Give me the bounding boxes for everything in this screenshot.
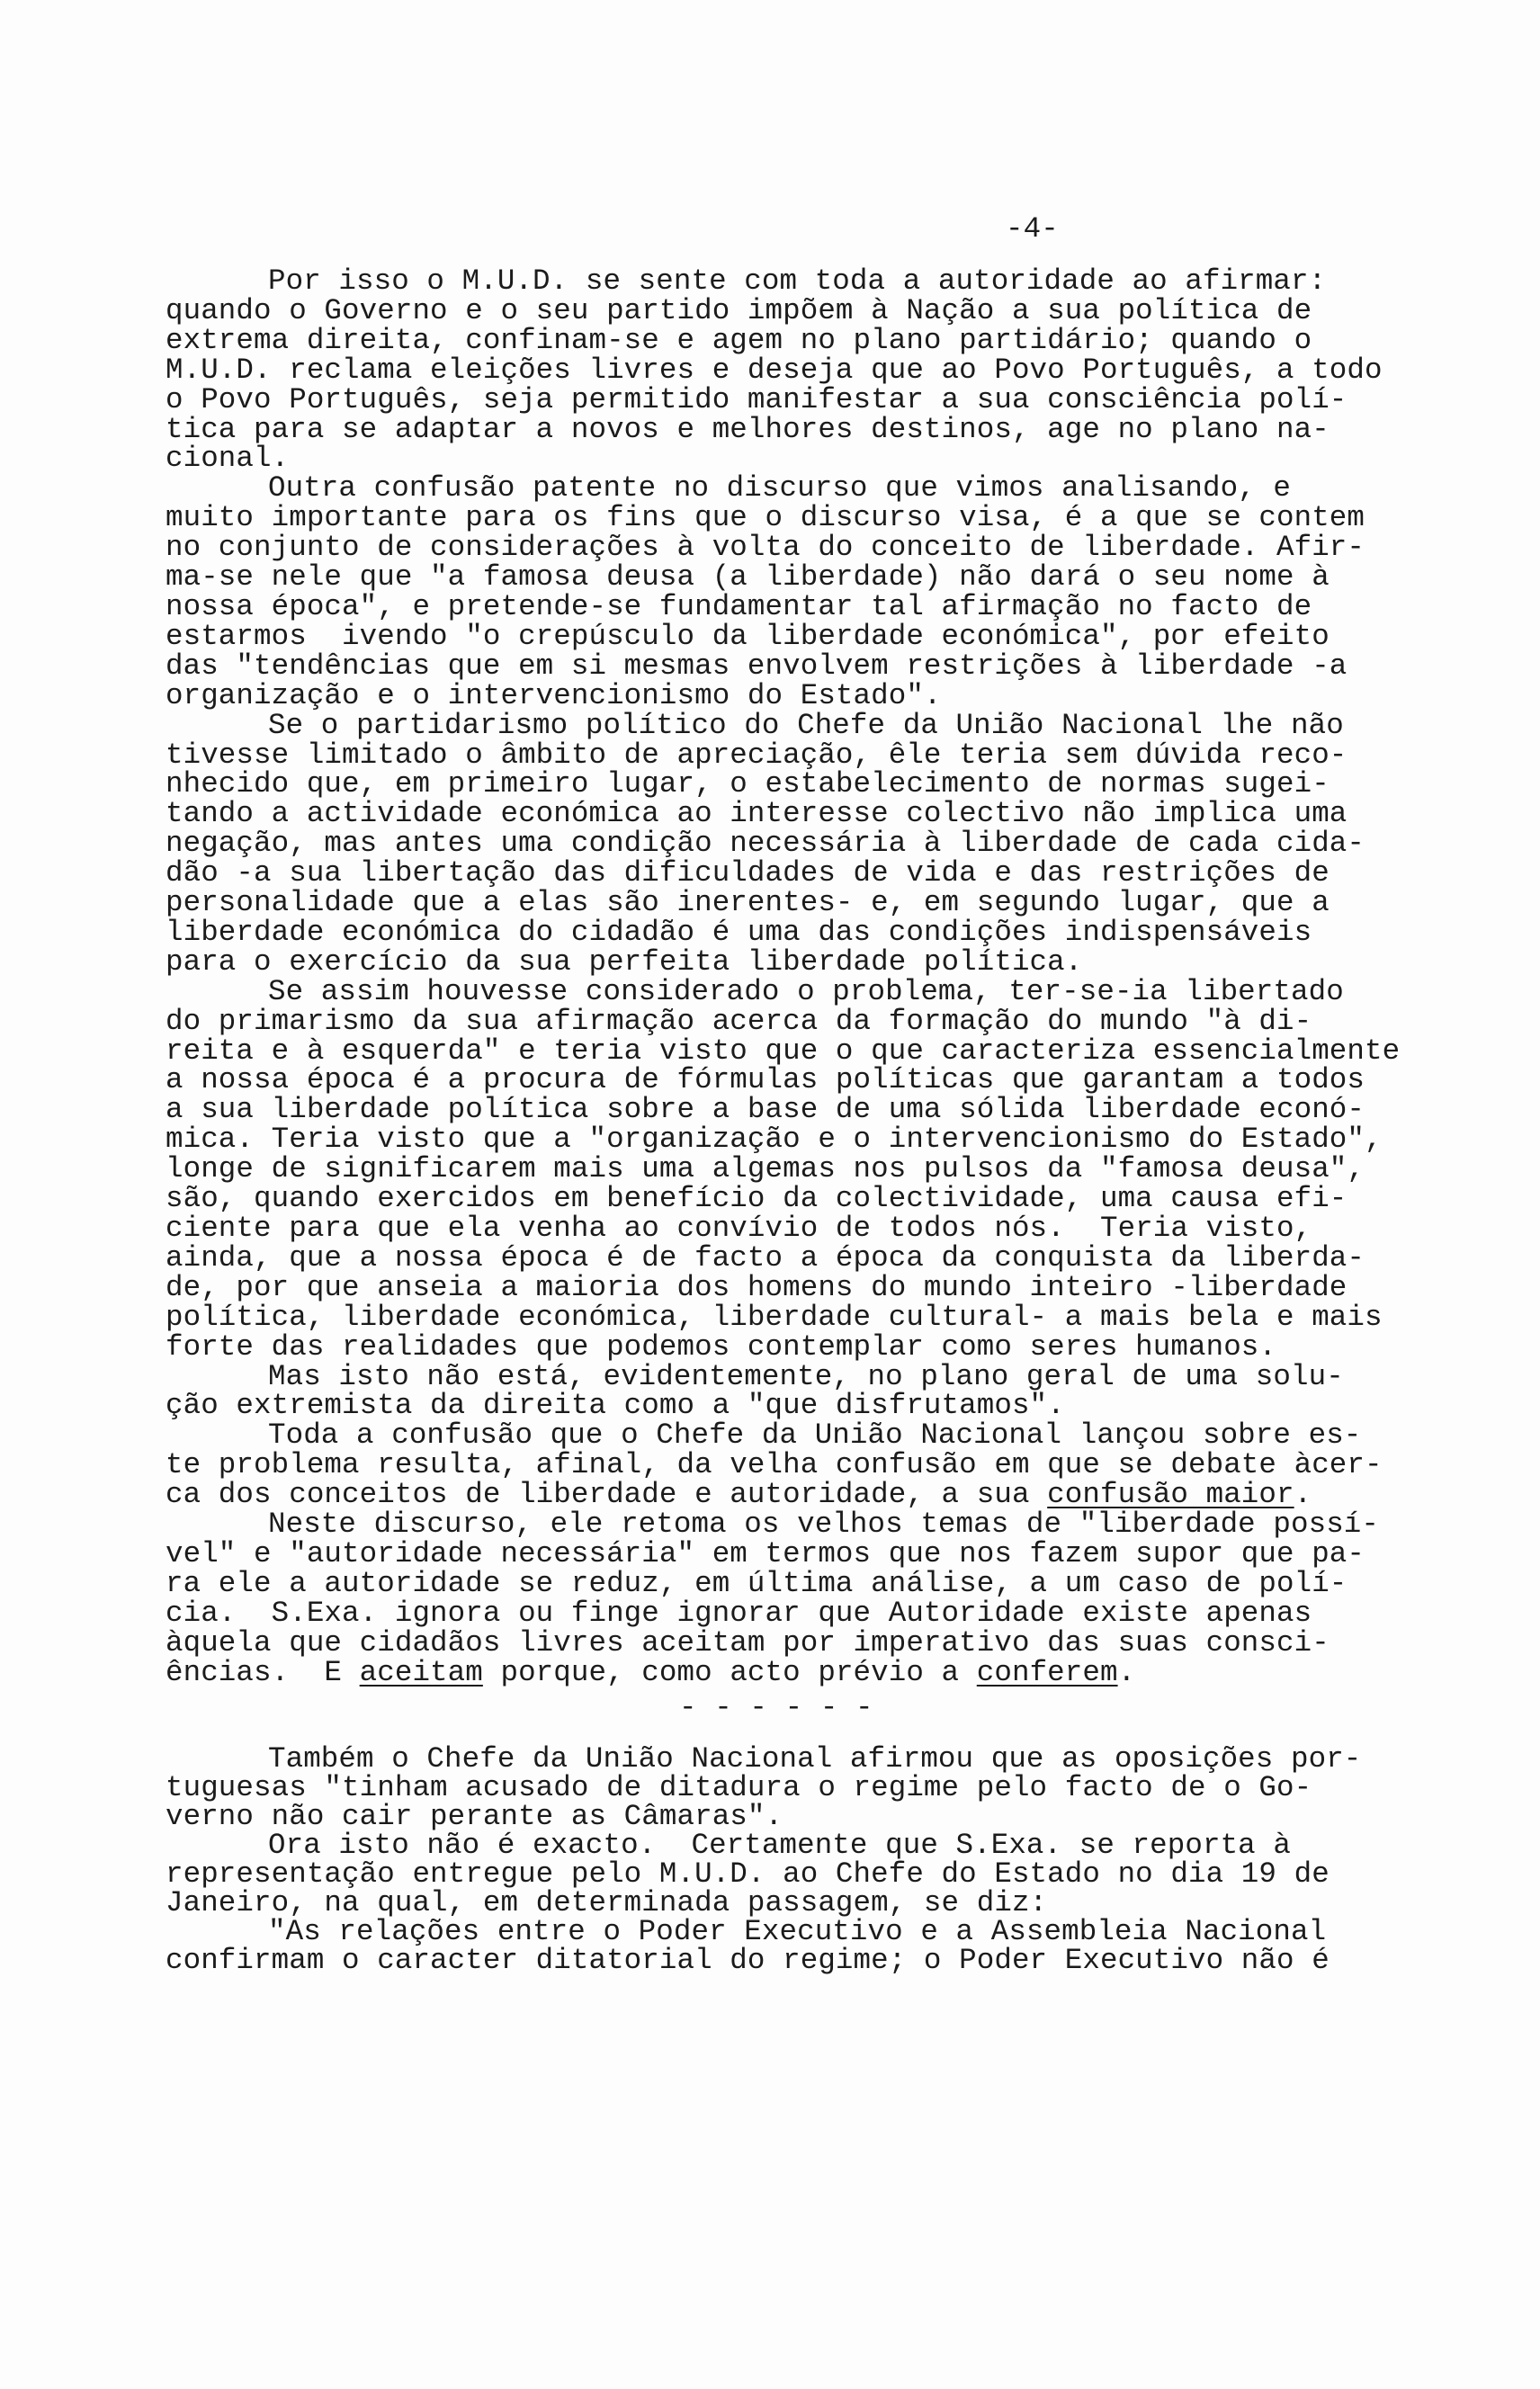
text-line: no conjunto de considerações à volta do conceito de liberdade. Afir- [166, 531, 1365, 565]
text-line: a sua liberdade política sobre a base de uma sólida liberdade econó- [166, 1093, 1365, 1127]
underlined-text: conferem [976, 1655, 1118, 1689]
paragraph [166, 264, 1400, 476]
text-line: te problema resulta, afinal, da velha confusão em que se debate àcer- [166, 1448, 1383, 1482]
text-segment: porque, como acto prévio a [482, 1655, 977, 1689]
paragraph [166, 708, 1400, 979]
text-line: tivesse limitado o âmbito de apreciação, êle teria sem dúvida reco- [166, 738, 1348, 772]
paragraph [166, 1742, 1362, 1833]
text-line: para o exercício da sua perfeita liberdade política. [166, 944, 1083, 979]
text-line [166, 1478, 1400, 1512]
text-line: personalidade que a elas são inerentes- e, em segundo lugar, que a [166, 886, 1330, 920]
text-line: o Povo Português, seja permitido manifestar a sua consciência polí- [166, 382, 1348, 416]
text-segment: ências. E [166, 1655, 360, 1689]
text-line: organização e o intervencionismo do Estado". [166, 678, 942, 712]
text-line: confirmam o caracter ditatorial do regime; o Poder Executivo não é [166, 1944, 1330, 1977]
text-line: tica para se adaptar a novos e melhores destinos, age no plano na- [166, 412, 1330, 446]
text-line: tando a actividade económica ao interesse colectivo não implica uma [166, 797, 1348, 831]
text-line: forte das realidades que podemos contemplar como seres humanos. [166, 1329, 1276, 1364]
text-line: política, liberdade económica, liberdade cultural- a mais bela e mais [166, 1300, 1383, 1334]
text-line: àquela que cidadãos livres aceitam por imperativo das suas consci- [166, 1625, 1330, 1660]
text-line: cional. [166, 442, 290, 476]
text-line: de, por que anseia a maioria dos homens do mundo inteiro -liberdade [166, 1270, 1348, 1304]
text-line: nhecido que, em primeiro lugar, o estabelecimento de normas sugei- [166, 767, 1330, 801]
paragraph [166, 1831, 1361, 1918]
text-line: ma-se nele que "a famosa deusa (a liberdade) não dará o seu nome à [166, 560, 1330, 595]
text-line: Toda a confusão que o Chefe da União Nacional lançou sobre es- [268, 1418, 1362, 1453]
text-line: mica. Teria visto que a "organização e o intervencionismo do Estado", [166, 1123, 1383, 1157]
text-line: nossa época", e pretende-se fundamentar tal afirmação no facto de [166, 589, 1312, 623]
text-line: M.U.D. reclama eleições livres e deseja que ao Povo Português, a todo [166, 353, 1383, 387]
page-number: -4- [1006, 212, 1059, 246]
text-segment: ca dos conceitos de liberdade e autoridade, a sua [166, 1478, 1048, 1512]
text-section-2 [166, 1742, 1362, 1977]
text-line: ra ele a autoridade se reduz, em última análise, a um caso de polí- [166, 1566, 1348, 1600]
text-line: verno não cair perante as Câmaras". [166, 1800, 783, 1833]
text-line: das "tendências que em si mesmas envolvem restrições à liberdade -a [166, 649, 1348, 683]
text-line: Se o partidarismo político do Chefe da União Nacional lhe não [268, 708, 1344, 742]
text-line: são, quando exercidos em benefício da colectividade, uma causa efi- [166, 1182, 1348, 1216]
text-line: Se assim houvesse considerado o problema, ter-se-ia libertado [268, 974, 1344, 1008]
text-line: a nossa época é a procura de fórmulas políticas que garantam a todos [166, 1063, 1365, 1097]
text-line: extrema direita, confinam-se e agem no plano partidário; quando o [166, 323, 1312, 357]
underlined-text: aceitam [359, 1655, 483, 1689]
text-line: longe de significarem mais uma algemas nos pulsos da "famosa deusa", [166, 1152, 1365, 1186]
section-separator: - - - - - - [679, 1691, 873, 1724]
underlined-text: confusão maior [1047, 1478, 1294, 1512]
text-segment: . [1117, 1655, 1136, 1689]
text-line: Outra confusão patente no discurso que vimos analisando, e [268, 471, 1291, 506]
text-line: Ora isto não é exacto. Certamente que S.Exa. se reporta à [268, 1829, 1291, 1862]
paragraph [166, 1359, 1400, 1423]
text-line: vel" e "autoridade necessária" em termos que nos fazem supor que pa- [166, 1536, 1365, 1570]
paragraph [166, 1510, 1400, 1687]
text-line: reita e à esquerda" e teria visto que o que caracteriza essencialmente [166, 1033, 1401, 1068]
paragraph [166, 1418, 1400, 1512]
text-line: ainda, que a nossa época é de facto a época da conquista da liberda- [166, 1240, 1365, 1275]
text-segment: . [1294, 1478, 1312, 1512]
text-line: estarmos ivendo "o crepúsculo da liberdade económica", por efeito [166, 619, 1330, 653]
text-line: tuguesas "tinham acusado de ditadura o regime pelo facto de o Go- [166, 1771, 1312, 1804]
text-line: Neste discurso, ele retoma os velhos temas de "liberdade possí- [268, 1508, 1379, 1542]
text-line: representação entregue pelo M.U.D. ao Chefe do Estado no dia 19 de [166, 1857, 1330, 1891]
text-line: muito importante para os fins que o discurso visa, é a que se contem [166, 501, 1365, 535]
text-line: ciente para que ela venha ao convívio de todos nós. Teria visto, [166, 1212, 1312, 1245]
text-line: negação, mas antes uma condição necessária à liberdade de cada cida- [166, 827, 1365, 861]
paragraph [166, 471, 1400, 712]
paragraph [166, 974, 1401, 1364]
paragraph [166, 1915, 1361, 1977]
text-section-1 [166, 264, 1401, 1689]
text-line: dão -a sua libertação das dificuldades de vida e das restrições de [166, 856, 1330, 890]
text-line: do primarismo da sua afirmação acerca da formação do mundo "à di- [166, 1004, 1312, 1038]
text-line: cia. S.Exa. ignora ou finge ignorar que Autoridade existe apenas [166, 1596, 1312, 1630]
text-line: liberdade económica do cidadão é uma das condições indispensáveis [166, 915, 1312, 949]
text-line: "As relações entre o Poder Executivo e a Assembleia Nacional [268, 1915, 1327, 1948]
text-line: Mas isto não está, evidentemente, no plano geral de uma solu- [268, 1359, 1344, 1393]
text-line: Também o Chefe da União Nacional afirmou que as oposições por- [268, 1742, 1362, 1776]
text-line [166, 1655, 1400, 1689]
text-line: Por isso o M.U.D. se sente com toda a autoridade ao afirmar: [268, 264, 1327, 298]
text-line: quando o Governo e o seu partido impõem à Nação a sua política de [166, 293, 1312, 327]
text-line: Janeiro, na qual, em determinada passagem, se diz: [166, 1886, 1048, 1919]
text-line: ção extremista da direita como a "que disfrutamos". [166, 1389, 1065, 1423]
